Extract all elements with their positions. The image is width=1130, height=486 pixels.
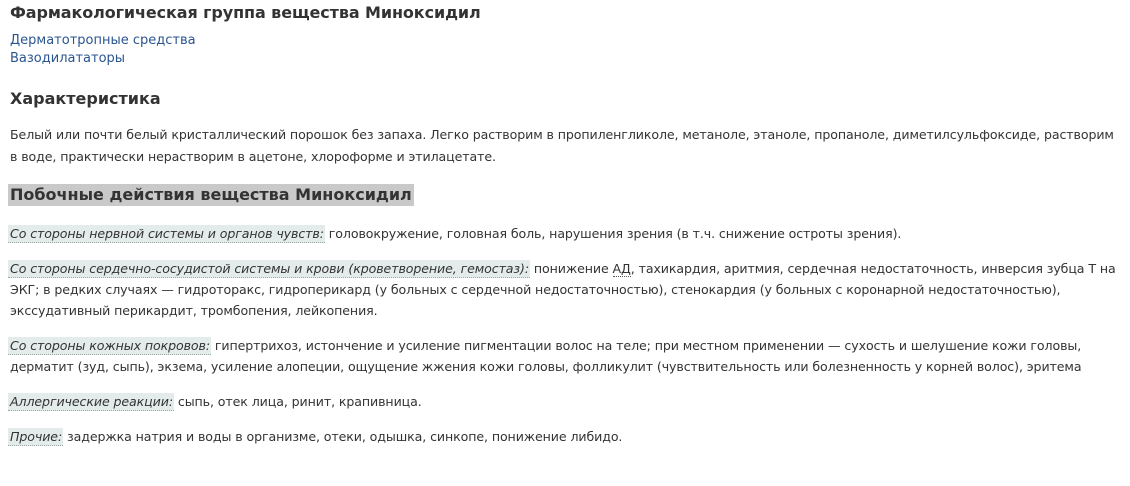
side-effect-text: понижение (529, 261, 613, 276)
abbr-blood-pressure[interactable]: АД (612, 261, 631, 276)
side-effect-cardiovascular (10, 258, 1122, 321)
side-effect-text: головокружение, головная боль, нарушения зрения (в т.ч. снижение остроты зрения). (324, 226, 902, 241)
side-effect-label: Аллергические реакции: (10, 394, 173, 409)
side-effect-nervous (10, 223, 1122, 244)
side-effect-text: задержка натрия и воды в организме, отеки, одышка, синкопе, понижение либидо. (63, 429, 623, 444)
side-effect-label: Со стороны сердечно-сосудистой системы и крови (кроветворение, гемостаз): (10, 261, 529, 276)
side-effect-label: Со стороны нервной системы и органов чувств: (10, 226, 324, 241)
link-dermatotropic[interactable]: Дерматотропные средства (10, 33, 196, 48)
side-effects-heading: Побочные действия вещества Миноксидил (10, 185, 412, 204)
side-effect-other (10, 426, 1122, 447)
side-effect-allergic (10, 391, 1122, 412)
pharm-group-heading: Фармакологическая группа вещества Миноксидил (10, 3, 481, 22)
side-effect-text: сыпь, отек лица, ринит, крапивница. (173, 394, 422, 409)
side-effect-label: Прочие: (10, 429, 63, 444)
pharm-group-links (10, 32, 196, 68)
side-effect-text: гипертрихоз, истончение и усиление пигментации волос на теле; при местном применении — сухость и шелушение кожи головы, дерматит (зуд, сыпь), экзема, усиление алопеции, ощущение жжения кожи головы, фолликулит (чувствительность или болезненность у корней волос), эритема (10, 338, 1082, 374)
side-effect-label: Со стороны кожных покровов: (10, 338, 210, 353)
characteristic-text: Белый или почти белый кристаллический порошок без запаха. Легко растворим в пропиленгликоле, метаноле, этаноле, пропаноле, диметилсульфоксиде, растворим в воде, практически нерастворим в ацетоне, хлороформе и этилацетате. (10, 127, 1114, 164)
side-effect-text: , тахикардия, аритмия, сердечная недостаточность, инверсия зубца T на ЭКГ; в редких случаях — гидроторакс, гидроперикард (у больных с сердечной недостаточностью), стенокардия (у больных с коронарной недостаточностью), экссудативный перикардит, тромбопения, лейкопения. (10, 261, 1116, 318)
characteristic-heading: Характеристика (10, 89, 161, 108)
side-effect-skin (10, 335, 1122, 377)
link-vasodilators[interactable]: Вазодилататоры (10, 51, 126, 66)
